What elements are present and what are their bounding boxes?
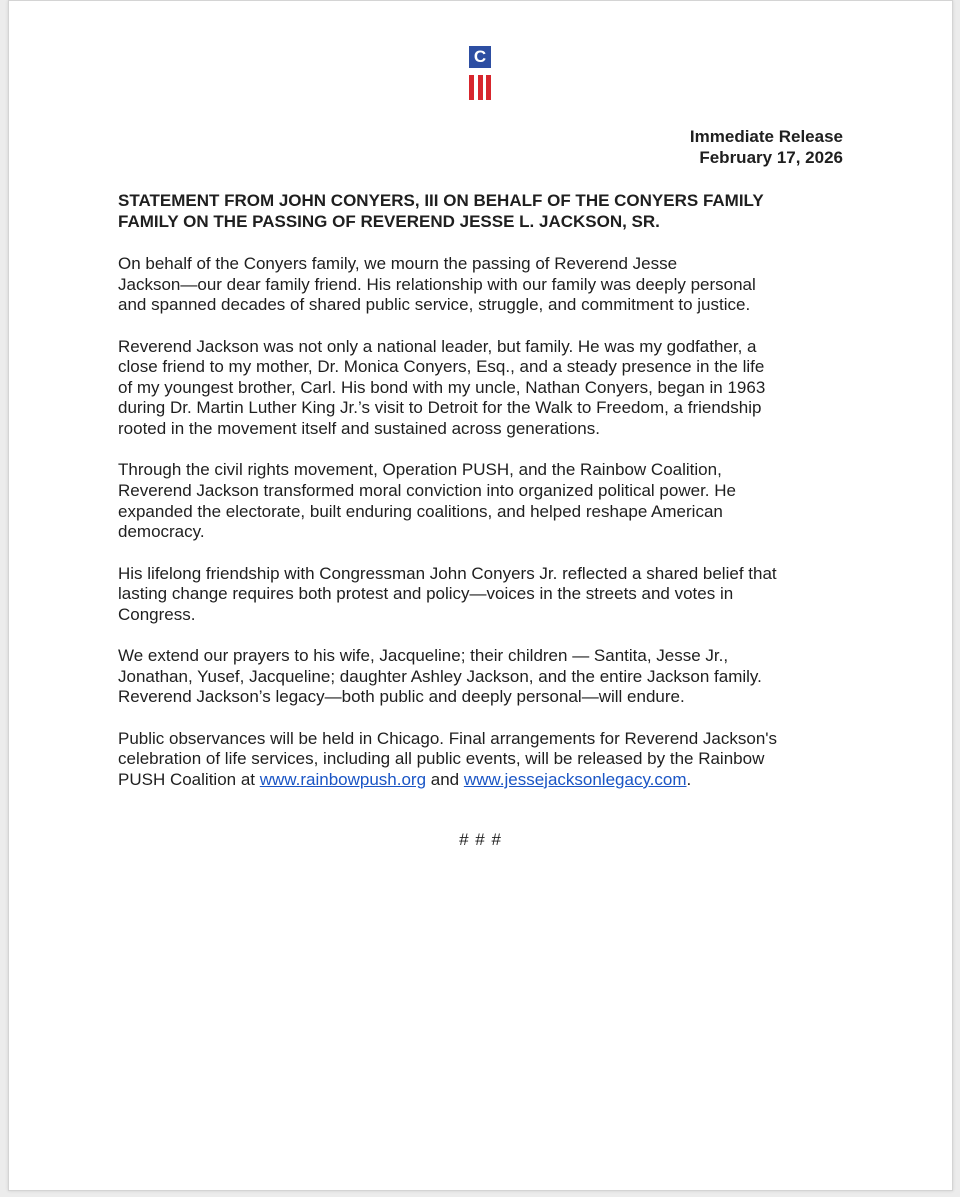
statement-body xyxy=(118,254,858,811)
link-intro-text: PUSH Coalition at xyxy=(118,769,260,789)
paragraph-line: Reverend Jackson’s legacy—both public and deeply personal—will endure. xyxy=(118,687,685,707)
release-block xyxy=(690,126,843,168)
paragraph xyxy=(118,254,858,316)
headline-line: FAMILY ON THE PASSING OF REVEREND JESSE L. JACKSON, SR. xyxy=(118,212,660,231)
paragraph-line: His lifelong friendship with Congressman John Conyers Jr. reflected a shared belief that xyxy=(118,563,777,583)
statement-headline xyxy=(118,190,848,232)
paragraph-line: Reverend Jackson transformed moral conviction into organized political power. He xyxy=(118,480,736,500)
link-conjunction: and xyxy=(426,769,464,789)
paragraph xyxy=(118,460,858,542)
paragraph-line: democracy. xyxy=(118,522,205,542)
release-date: February 17, 2026 xyxy=(699,148,843,167)
document-page xyxy=(8,0,953,1191)
paragraph-line: Jonathan, Yusef, Jacqueline; daughter Ashley Jackson, and the entire Jackson family. xyxy=(118,666,762,686)
paragraph-line: We extend our prayers to his wife, Jacqueline; their children — Santita, Jesse Jr., xyxy=(118,646,729,666)
end-mark: # # # xyxy=(459,830,502,849)
logo-bars xyxy=(469,75,491,100)
paragraph-line: lasting change requires both protest and policy—voices in the streets and votes in xyxy=(118,584,734,604)
logo-bar xyxy=(478,75,483,100)
paragraph-line: during Dr. Martin Luther King Jr.’s visit to Detroit for the Walk to Freedom, a friendship xyxy=(118,398,762,418)
paragraph-line: expanded the electorate, built enduring coalitions, and helped reshape American xyxy=(118,501,723,521)
logo-bar xyxy=(469,75,474,100)
paragraph-line: of my youngest brother, Carl. His bond with my uncle, Nathan Conyers, began in 1963 xyxy=(118,377,766,397)
paragraph-line xyxy=(118,770,858,791)
paragraph-line: rooted in the movement itself and sustained across generations. xyxy=(118,418,600,438)
rainbowpush-link[interactable]: www.rainbowpush.org xyxy=(259,769,427,789)
paragraph-line: and spanned decades of shared public service, struggle, and commitment to justice. xyxy=(118,295,751,315)
paragraph-line: Through the civil rights movement, Operation PUSH, and the Rainbow Coalition, xyxy=(118,460,722,480)
paragraph xyxy=(118,646,858,708)
sentence-period: . xyxy=(686,769,692,789)
logo-bar xyxy=(486,75,491,100)
paragraph-line: Congress. xyxy=(118,604,196,624)
paragraph-line: Public observances will be held in Chicago. Final arrangements for Reverend Jackson's xyxy=(118,728,778,748)
paragraph-line: On behalf of the Conyers family, we mourn the passing of Reverend Jesse xyxy=(118,254,678,273)
paragraph-line: Reverend Jackson was not only a national leader, but family. He was my godfather, a xyxy=(118,336,757,356)
paragraph xyxy=(118,564,858,626)
release-label: Immediate Release xyxy=(689,127,843,146)
paragraph-line: close friend to my mother, Dr. Monica Conyers, Esq., and a steady presence in the life xyxy=(118,357,765,377)
headline-line: STATEMENT FROM JOHN CONYERS, III ON BEHALF OF THE CONYERS FAMILY xyxy=(118,191,764,210)
conyers-logo xyxy=(469,46,491,100)
final-paragraph xyxy=(118,729,858,791)
paragraph xyxy=(118,337,858,440)
logo-letter: C xyxy=(469,46,491,68)
paragraph-line: celebration of life services, including all public events, will be released by the Rainbow xyxy=(118,749,765,769)
paragraph-line: Jackson—our dear family friend. His relationship with our family was deeply personal xyxy=(118,274,756,294)
jessejacksonlegacy-link[interactable]: www.jessejacksonlegacy.com xyxy=(463,769,687,789)
